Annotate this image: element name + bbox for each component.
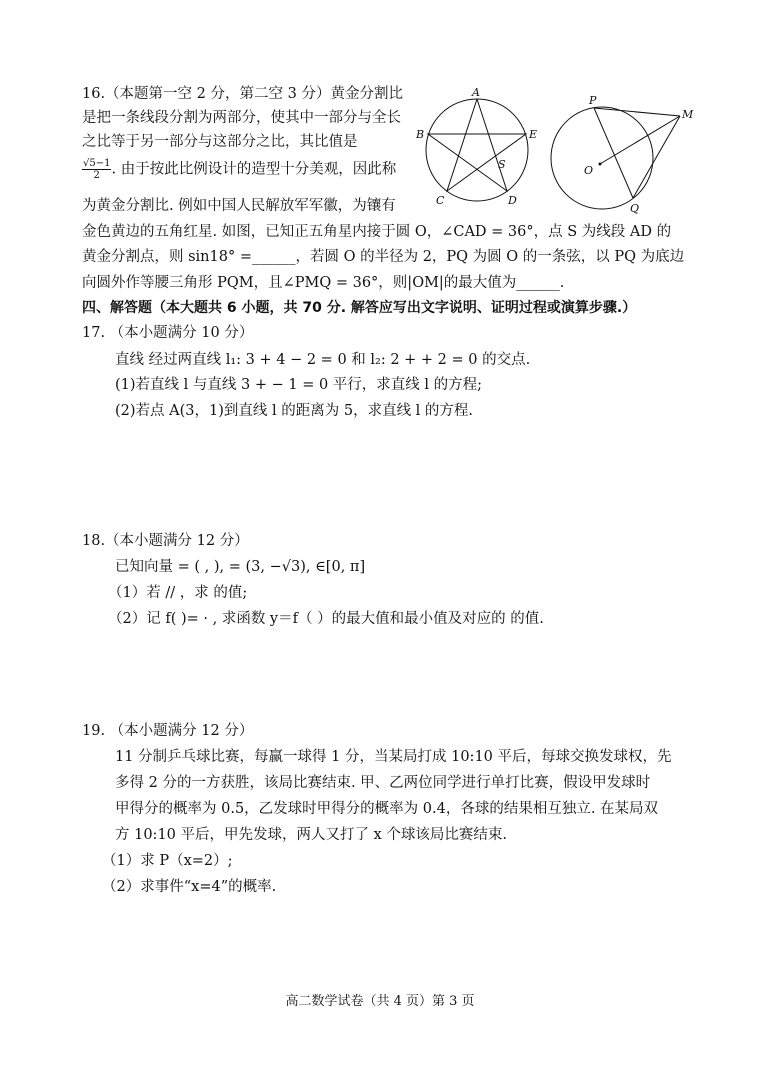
q17-heading: 17. （本小题满分 10 分）	[82, 325, 254, 341]
q18-part-2: （2）记 f( )= · , 求函数 y＝f（ ）的最大值和最小值及对应的 的值.	[108, 611, 544, 627]
q19-heading: 19. （本小题满分 12 分）	[82, 723, 254, 739]
golden-ratio-fraction	[82, 158, 111, 181]
q16-line-4-text: . 由于按此比例设计的造型十分美观，因此称	[111, 161, 397, 178]
q19-line-3: 甲得分的概率为 0.5，乙发球时甲得分的概率为 0.4，各球的结果相互独立. 在某局双	[115, 801, 659, 817]
label-S: S	[498, 158, 506, 171]
pentagram-circle	[426, 99, 528, 201]
fraction-numerator: √5−1	[83, 158, 111, 169]
label-M: M	[682, 108, 694, 121]
q16-line-1: 16.（本题第一空 2 分，第二空 3 分）黄金分割比	[82, 86, 403, 102]
geometry-figure	[412, 88, 712, 218]
q16-line-7: 黄金分割点，则 sin18° =______，若圆 O 的半径为 2，PQ 为圆 O 的一条弦，以 PQ 为底边	[82, 249, 685, 265]
q17-part-1: (1)若直线 l 与直线 3 + − 1 = 0 平行，求直线 l 的方程;	[115, 377, 483, 393]
q16-line-2: 是把一条线段分割为两部分，使其中一部分与全长	[82, 110, 401, 126]
label-E: E	[529, 128, 538, 141]
segment-OM	[600, 116, 680, 164]
fraction-denominator: 2	[93, 170, 100, 181]
q16-line-8: 向圆外作等腰三角形 PQM，且∠PMQ = 36°，则|OM|的最大值为______.	[82, 275, 565, 291]
q17-line-1: 直线 经过两直线 l₁: 3 + 4 − 2 = 0 和 l₂: 2 + + 2 = 0 的交点.	[115, 352, 531, 368]
page-footer: 高二数学试卷（共 4 页）第 3 页	[285, 994, 475, 1009]
q16-line-3: 之比等于另一部分与这部分之比，其比值是	[82, 134, 358, 150]
q16-line-6: 金色黄边的五角红星. 如图，已知正五角星内接于圆 O，∠CAD = 36°，点 S 为线段 AD 的	[82, 224, 672, 240]
q19-line-1: 11 分制乒乓球比赛，每赢一球得 1 分，当某局打成 10:10 平后，每球交换发球权，先	[115, 749, 672, 765]
q18-heading: 18.（本小题满分 12 分）	[82, 533, 249, 549]
label-B: B	[416, 128, 425, 141]
q19-line-2: 多得 2 分的一方获胜，该局比赛结束. 甲、乙两位同学进行单打比赛，假设甲发球时	[115, 775, 651, 791]
segment-QM	[633, 116, 680, 198]
q18-part-1: （1）若 // ，求 的值;	[108, 585, 248, 601]
label-D: D	[508, 194, 517, 207]
q19-line-4: 方 10:10 平后，甲先发球，两人又打了 x 个球该局比赛结束.	[115, 827, 508, 843]
q18-line-1: 已知向量 = ( , ), = (3, −√3), ∈[0, π]	[115, 559, 366, 575]
q17-part-2: (2)若点 A(3，1)到直线 l 的距离为 5，求直线 l 的方程.	[115, 403, 474, 419]
section-4-heading: 四、解答题（本大题共 6 小题，共 70 分. 解答应写出文字说明、证明过程或演算步骤.）	[82, 300, 637, 316]
label-C: C	[436, 194, 445, 207]
label-P: P	[589, 94, 597, 107]
label-A: A	[472, 88, 480, 99]
label-O: O	[584, 164, 594, 177]
segment-PM	[594, 108, 680, 116]
q16-line-5: 为黄金分割比. 例如中国人民解放军军徽，为镶有	[82, 198, 396, 214]
label-Q: Q	[630, 202, 640, 215]
chord-PQ	[594, 108, 633, 198]
q19-part-2: （2）求事件“x=4”的概率.	[102, 879, 277, 895]
circle-O	[551, 107, 653, 209]
point-O	[599, 163, 602, 166]
q19-part-1: （1）求 P（x=2）;	[102, 853, 233, 869]
q16-line-4	[82, 158, 396, 181]
